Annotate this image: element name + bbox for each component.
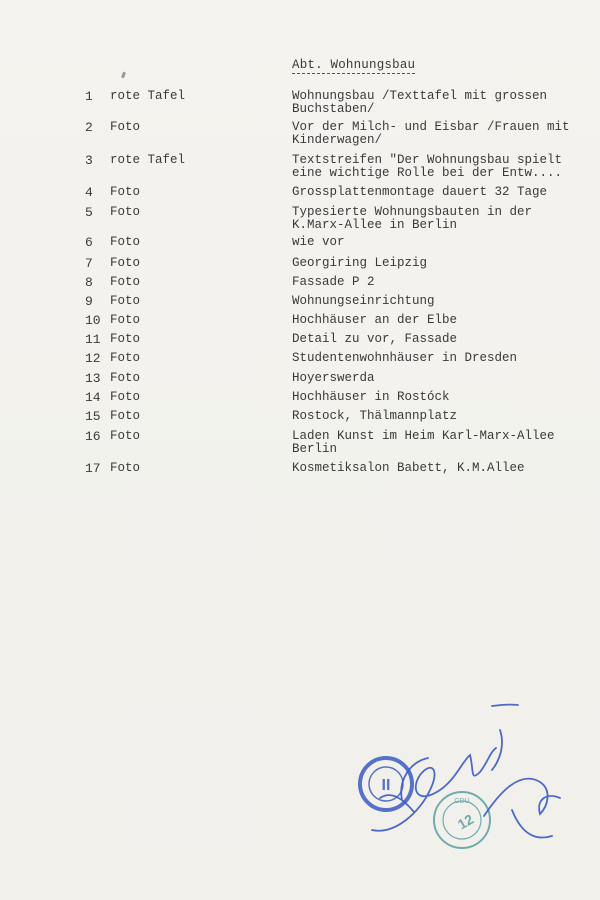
item-number: 3: [85, 153, 93, 168]
item-description: Wohnungseinrichtung: [292, 294, 435, 308]
item-number: 15: [85, 409, 101, 424]
item-kind: Foto: [110, 429, 141, 443]
item-kind: Foto: [110, 332, 141, 346]
item-kind: Foto: [110, 120, 141, 134]
item-number: 4: [85, 185, 93, 200]
item-kind: Foto: [110, 371, 141, 385]
item-description: Wohnungsbau /Texttafel mit grossen Buchstaben/: [292, 89, 548, 116]
right-stamp: [434, 792, 490, 848]
item-description: Textstreifen "Der Wohnungsbau spielt eine wichtige Rolle bei der Entw....: [292, 153, 563, 180]
item-kind: Foto: [110, 275, 141, 289]
right-stamp-ring-text: CDU: [454, 798, 470, 805]
item-number: 5: [85, 205, 93, 220]
item-description: Hochhäuser in Rostóck: [292, 390, 450, 404]
item-number: 11: [85, 332, 101, 347]
item-kind: Foto: [110, 313, 141, 327]
item-kind: Foto: [110, 294, 141, 308]
item-description: Vor der Milch- und Eisbar /Frauen mit Kinderwagen/: [292, 120, 570, 147]
right-stamp-number: 12: [454, 810, 477, 833]
item-number: 9: [85, 294, 93, 309]
item-description: Typesierte Wohnungsbauten in der K.Marx-Allee in Berlin: [292, 205, 533, 232]
item-description: Laden Kunst im Heim Karl-Marx-Allee Berlin: [292, 429, 555, 456]
item-description: Fassade P 2: [292, 275, 375, 289]
item-description: wie vor: [292, 235, 345, 249]
section-heading: Abt. Wohnungsbau: [292, 58, 416, 72]
item-number: 12: [85, 351, 101, 366]
item-number: 1: [85, 89, 93, 104]
item-kind: Foto: [110, 205, 141, 219]
item-kind: Foto: [110, 409, 141, 423]
item-kind: Foto: [110, 235, 141, 249]
item-description: Grossplattenmontage dauert 32 Tage: [292, 185, 548, 199]
item-description: Hochhäuser an der Elbe: [292, 313, 458, 327]
item-kind: Foto: [110, 185, 141, 199]
item-number: 17: [85, 461, 101, 476]
item-kind: Foto: [110, 256, 141, 270]
item-description: Hoyerswerda: [292, 371, 375, 385]
item-number: 10: [85, 313, 101, 328]
item-description: Rostock, Thälmannplatz: [292, 409, 458, 423]
item-kind: rote Tafel: [110, 89, 186, 103]
left-stamp-text: II: [381, 777, 391, 794]
item-number: 13: [85, 371, 101, 386]
item-number: 14: [85, 390, 101, 405]
item-kind: Foto: [110, 390, 141, 404]
item-number: 2: [85, 120, 93, 135]
item-description: Detail zu vor, Fassade: [292, 332, 458, 346]
item-kind: rote Tafel: [110, 153, 186, 167]
item-description: Kosmetiksalon Babett, K.M.Allee: [292, 461, 525, 475]
item-number: 7: [85, 256, 93, 271]
item-kind: Foto: [110, 351, 141, 365]
item-number: 16: [85, 429, 101, 444]
item-kind: Foto: [110, 461, 141, 475]
item-number: 6: [85, 235, 93, 250]
item-description: Georgiring Leipzig: [292, 256, 428, 270]
item-description: Studentenwohnhäuser in Dresden: [292, 351, 518, 365]
item-number: 8: [85, 275, 93, 290]
